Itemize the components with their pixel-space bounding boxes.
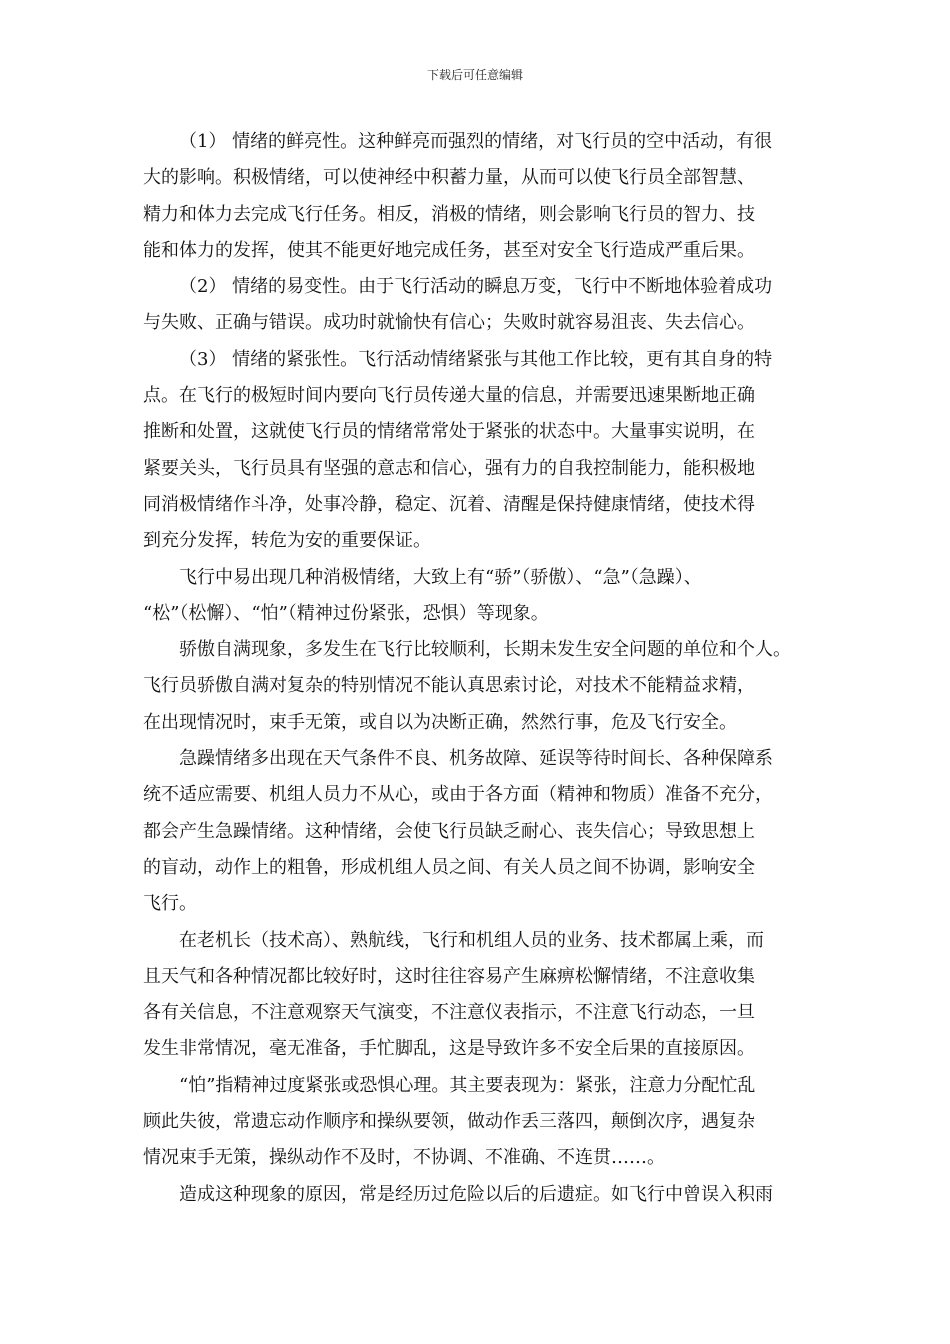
text-line: 骄傲自满现象，多发生在飞行比较顺利，长期未发生安全问题的单位和个人。 <box>179 639 791 661</box>
paragraph-fear <box>143 1068 821 1177</box>
paragraph-negative-emotions <box>143 560 821 633</box>
text-line: 精力和体力去完成飞行任务。相反，消极的情绪，则会影响飞行员的智力、技 <box>143 203 755 225</box>
text-line: “松”（松懈）、“怕”（精神过份紧张，恐惧）等现象。 <box>143 602 549 624</box>
text-line: 发生非常情况，毫无准备，手忙脚乱，这是导致许多不安全后果的直接原因。 <box>143 1038 755 1060</box>
text-line: 造成这种现象的原因，常是经历过危险以后的后遗症。如飞行中曾误入积雨 <box>179 1183 773 1205</box>
text-line: 各有关信息，不注意观察天气演变，不注意仪表指示，不注意飞行动态，一旦 <box>143 1002 755 1024</box>
text-line: 点。在飞行的极短时间内要向飞行员传递大量的信息，并需要迅速果断地正确 <box>143 385 755 407</box>
text-line: 统不适应需要、机组人员力不从心，或由于各方面（精神和物质）准备不充分， <box>143 784 773 806</box>
text-line: 紧要关头，飞行员具有坚强的意志和信心，强有力的自我控制能力，能积极地 <box>143 457 755 479</box>
text-line: 飞行。 <box>143 893 197 915</box>
paragraph-arrogance <box>143 632 821 741</box>
text-line: 大的影响。积极情绪，可以使神经中积蓄力量，从而可以使飞行员全部智慧、 <box>143 167 755 189</box>
text-line: 飞行中易出现几种消极情绪，大致上有“骄”（骄傲）、“急”（急躁）、 <box>179 566 702 588</box>
text-line: 顾此失彼，常遗忘动作顺序和操纵要领，做动作丢三落四，颠倒次序，遇复杂 <box>143 1111 755 1133</box>
text-line: 急躁情绪多出现在天气条件不良、机务故障、延误等待时间长、各种保障系 <box>179 748 773 770</box>
text-line: 在出现情况时，束手无策，或自以为决断正确，然然行事，危及飞行安全。 <box>143 711 737 733</box>
paragraph-complacency <box>143 923 821 1068</box>
text-line: （3） 情绪的紧张性。飞行活动情绪紧张与其他工作比较，更有其自身的特 <box>179 348 773 370</box>
text-line: 推断和处置，这就使飞行员的情绪常常处于紧张的状态中。大量事实说明，在 <box>143 421 755 443</box>
text-line: 与失败、正确与错误。成功时就愉快有信心；失败时就容易沮丧、失去信心。 <box>143 312 755 334</box>
text-line: （1） 情绪的鲜亮性。这种鲜亮而强烈的情绪，对飞行员的空中活动，有很 <box>179 131 773 152</box>
text-line: 到充分发挥，转危为安的重要保证。 <box>143 530 431 552</box>
text-line: 都会产生急躁情绪。这种情绪，会使飞行员缺乏耐心、丧失信心；导致思想上 <box>143 820 755 842</box>
text-line: 的盲动，动作上的粗鲁，形成机组人员之间、有关人员之间不协调，影响安全 <box>143 856 755 878</box>
document-body <box>143 124 821 1213</box>
paragraph-emotion-variability <box>143 269 821 342</box>
paragraph-impatience <box>143 741 821 922</box>
text-line: 且天气和各种情况都比较好时，这时往往容易产生麻痹松懈情绪，不注意收集 <box>143 965 755 987</box>
text-line: 情况束手无策，操纵动作不及时，不协调、不准确、不连贯……。 <box>143 1147 665 1169</box>
text-line: 飞行员骄傲自满对复杂的特别情况不能认真思索讨论，对技术不能精益求精， <box>143 675 755 697</box>
text-line: 能和体力的发挥，使其不能更好地完成任务，甚至对安全飞行造成严重后果。 <box>143 239 755 261</box>
text-line: 同消极情绪作斗净，处事冷静，稳定、沉着、清醒是保持健康情绪，使技术得 <box>143 493 755 515</box>
paragraph-emotion-tension <box>143 342 821 560</box>
text-line: “怕”指精神过度紧张或恐惧心理。其主要表现为：紧张，注意力分配忙乱 <box>179 1074 756 1096</box>
text-line: （2） 情绪的易变性。由于飞行活动的瞬息万变，飞行中不断地体验着成功 <box>179 276 773 298</box>
paragraph-emotion-vividness <box>143 124 821 269</box>
page-header: 下载后可任意编辑 <box>426 68 523 82</box>
text-line: 在老机长（技术高）、熟航线，飞行和机组人员的业务、技术都属上乘，而 <box>179 929 764 951</box>
paragraph-causes <box>143 1177 821 1213</box>
